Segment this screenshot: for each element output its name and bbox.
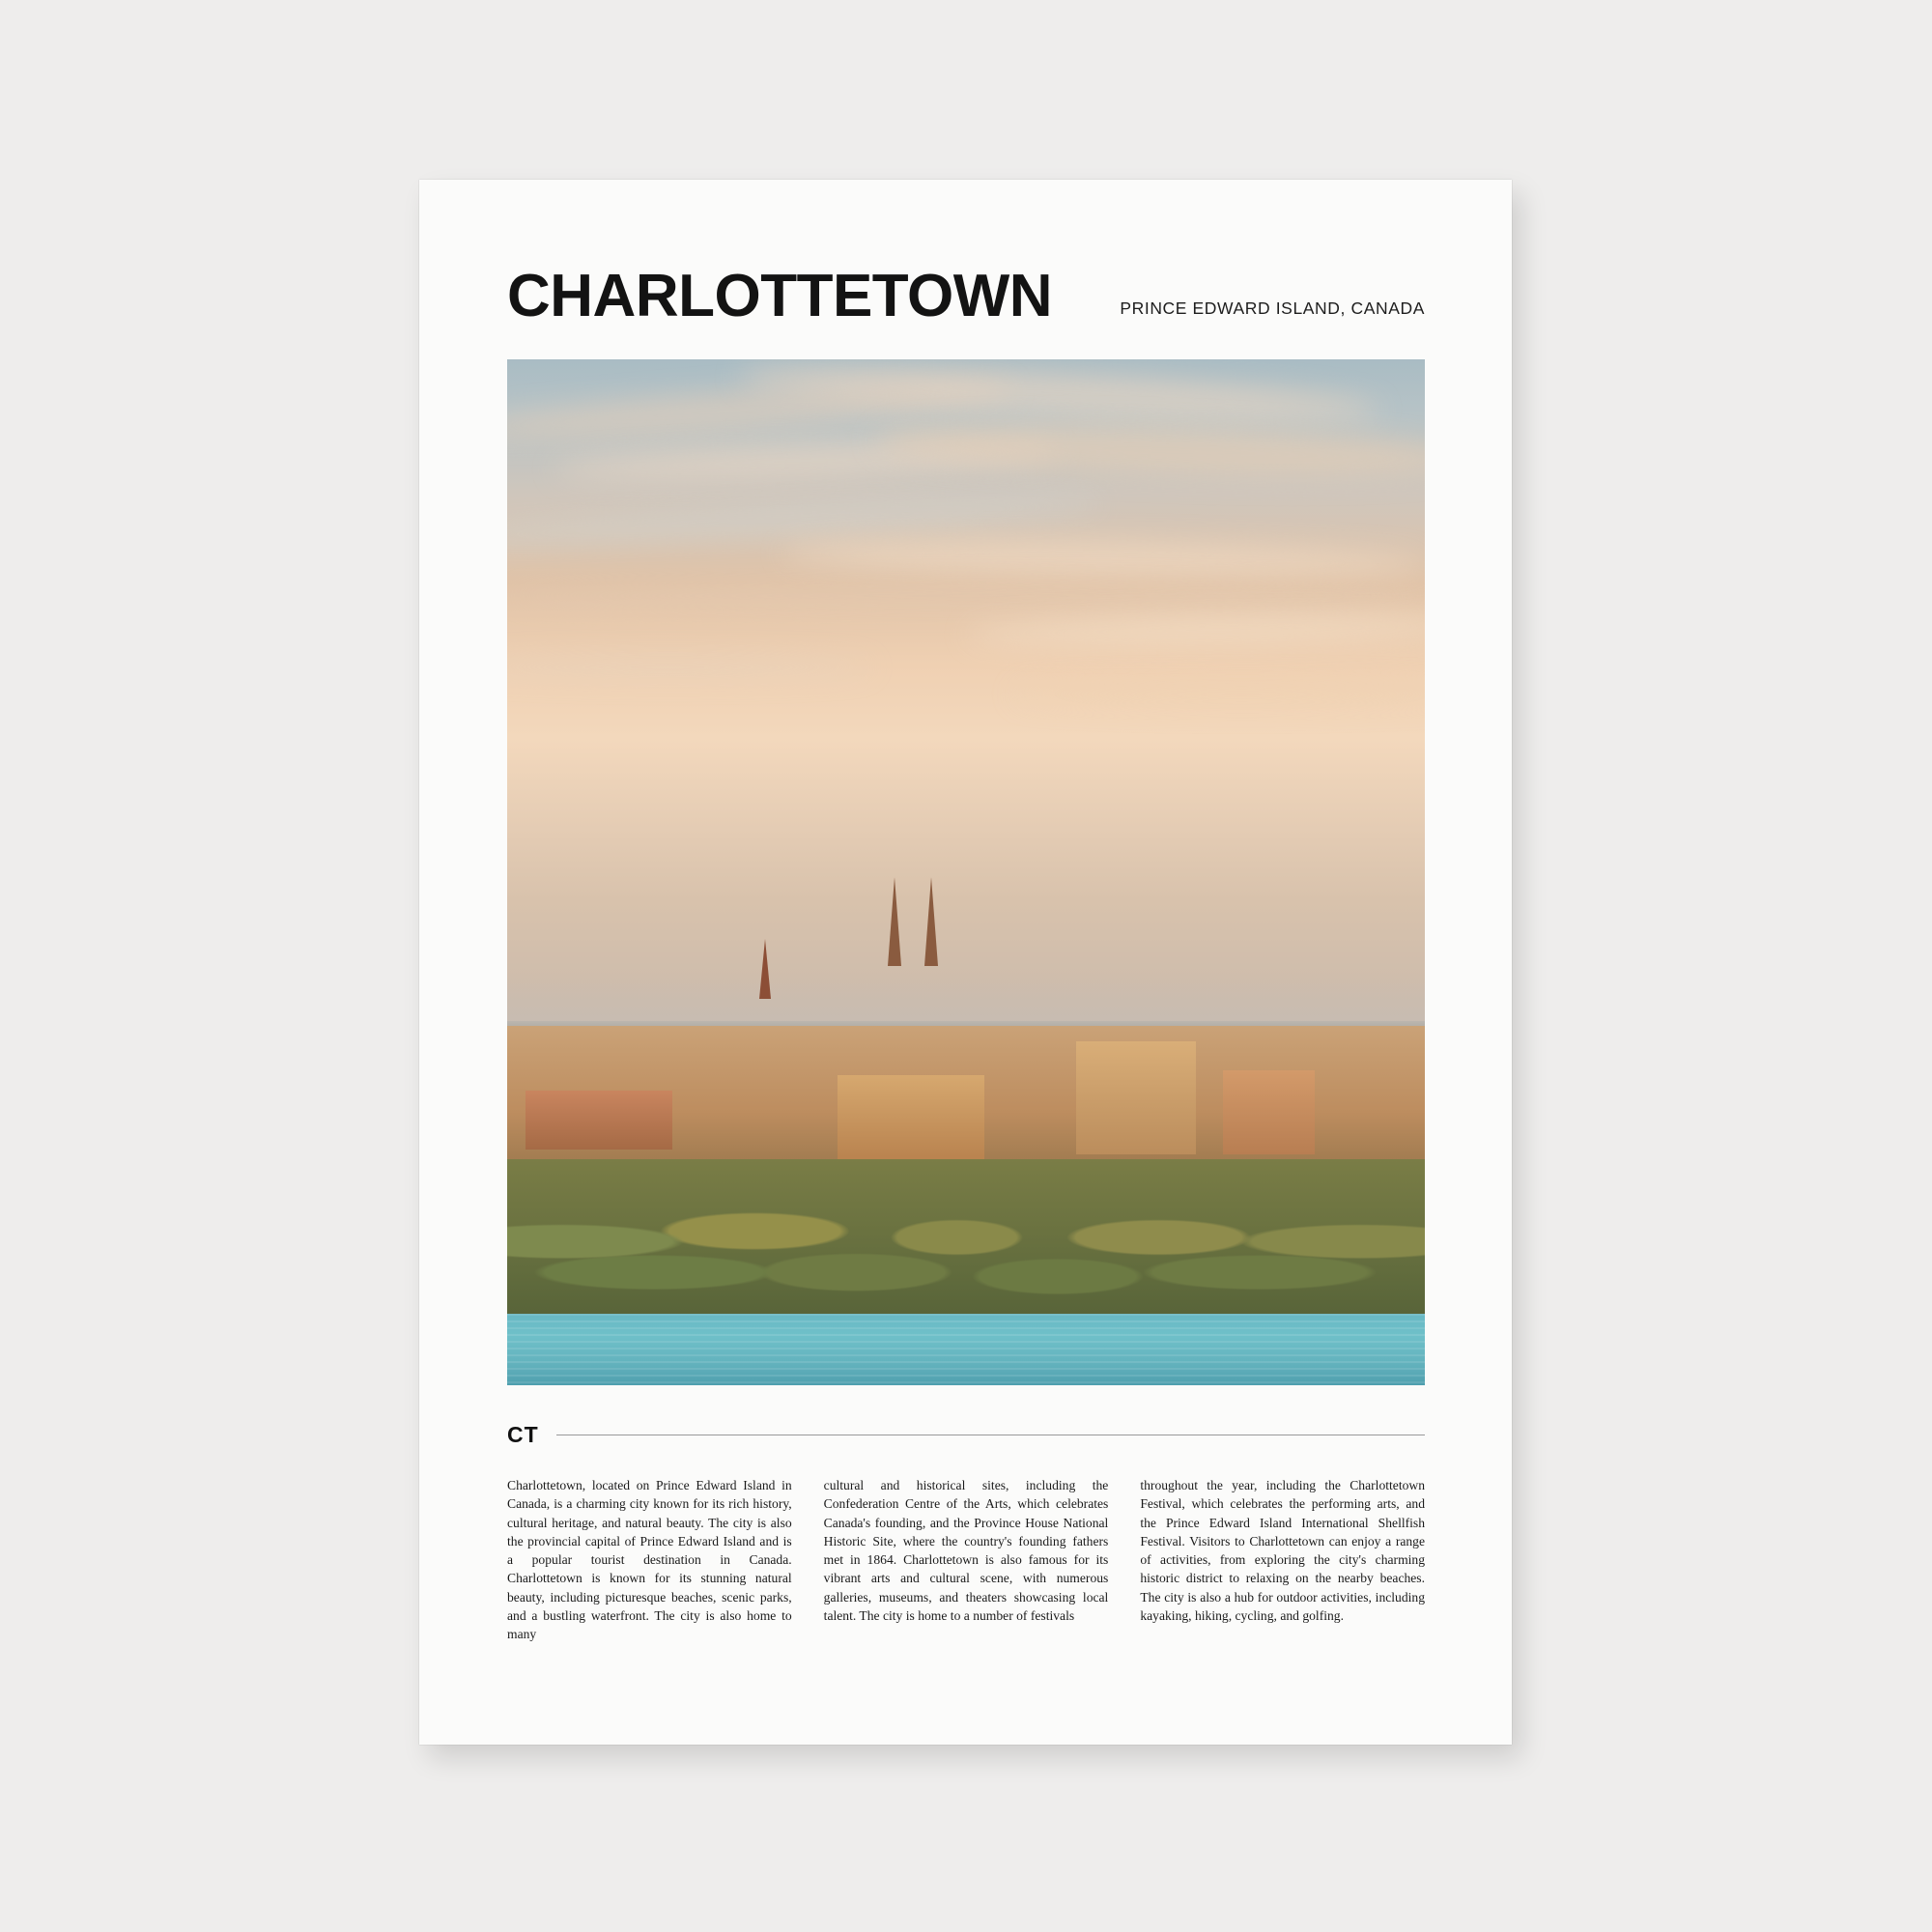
poster-sheet (419, 180, 1512, 1745)
photo-spire-center-left (888, 877, 901, 966)
photo-office-building (1076, 1041, 1196, 1154)
body-column-3: throughout the year, including the Charlottetown Festival, which celebrates the performing arts, and the Prince Edward Island International Shellfish Festival. Visitors to Charlottetown can enjoy a range of activities, from exploring the city's charming historic district to relaxing on the nearby beaches. The city is also a hub for outdoor activities, including kayaking, hiking, cycling, and golfing. (1140, 1478, 1426, 1624)
body-column-2: cultural and historical sites, including the Confederation Centre of the Arts, which celebrates Canada's founding, and the Province House National Historic Site, where the country's founding fathers met in 1864. Charlottetown is also famous for its vibrant arts and cultural scene, with numerous galleries, museums, and theaters showcasing local talent. The city is home to a number of festivals (823, 1478, 1109, 1624)
photo-cathedral (838, 1075, 984, 1159)
photo-building-right (1223, 1070, 1315, 1154)
poster-subtitle: PRINCE EDWARD ISLAND, CANADA (1120, 298, 1425, 318)
photo-harbour-water (507, 1314, 1425, 1385)
body-column-1: Charlottetown, located on Prince Edward Island in Canada, is a charming city known for its rich history, cultural heritage, and natural beauty. The city is also the provincial capital of Prince Edward Island and is a popular tourist destination in Canada. Charlottetown is known for its stunning natural beauty, including picturesque beaches, scenic parks, and a bustling waterfront. The city is also home to many (507, 1478, 792, 1642)
page-title: CHARLOTTETOWN (507, 263, 1053, 329)
poster-code: CT (507, 1422, 539, 1447)
poster-photo (507, 359, 1425, 1385)
photo-spire-left-church (759, 939, 771, 999)
poster-body-text (507, 1476, 1425, 1644)
photo-sky (507, 359, 1425, 1037)
poster-header (507, 263, 1425, 329)
photo-row-houses (526, 1091, 672, 1150)
photo-spire-center-right (924, 877, 938, 966)
poster-code-row (507, 1422, 1425, 1448)
